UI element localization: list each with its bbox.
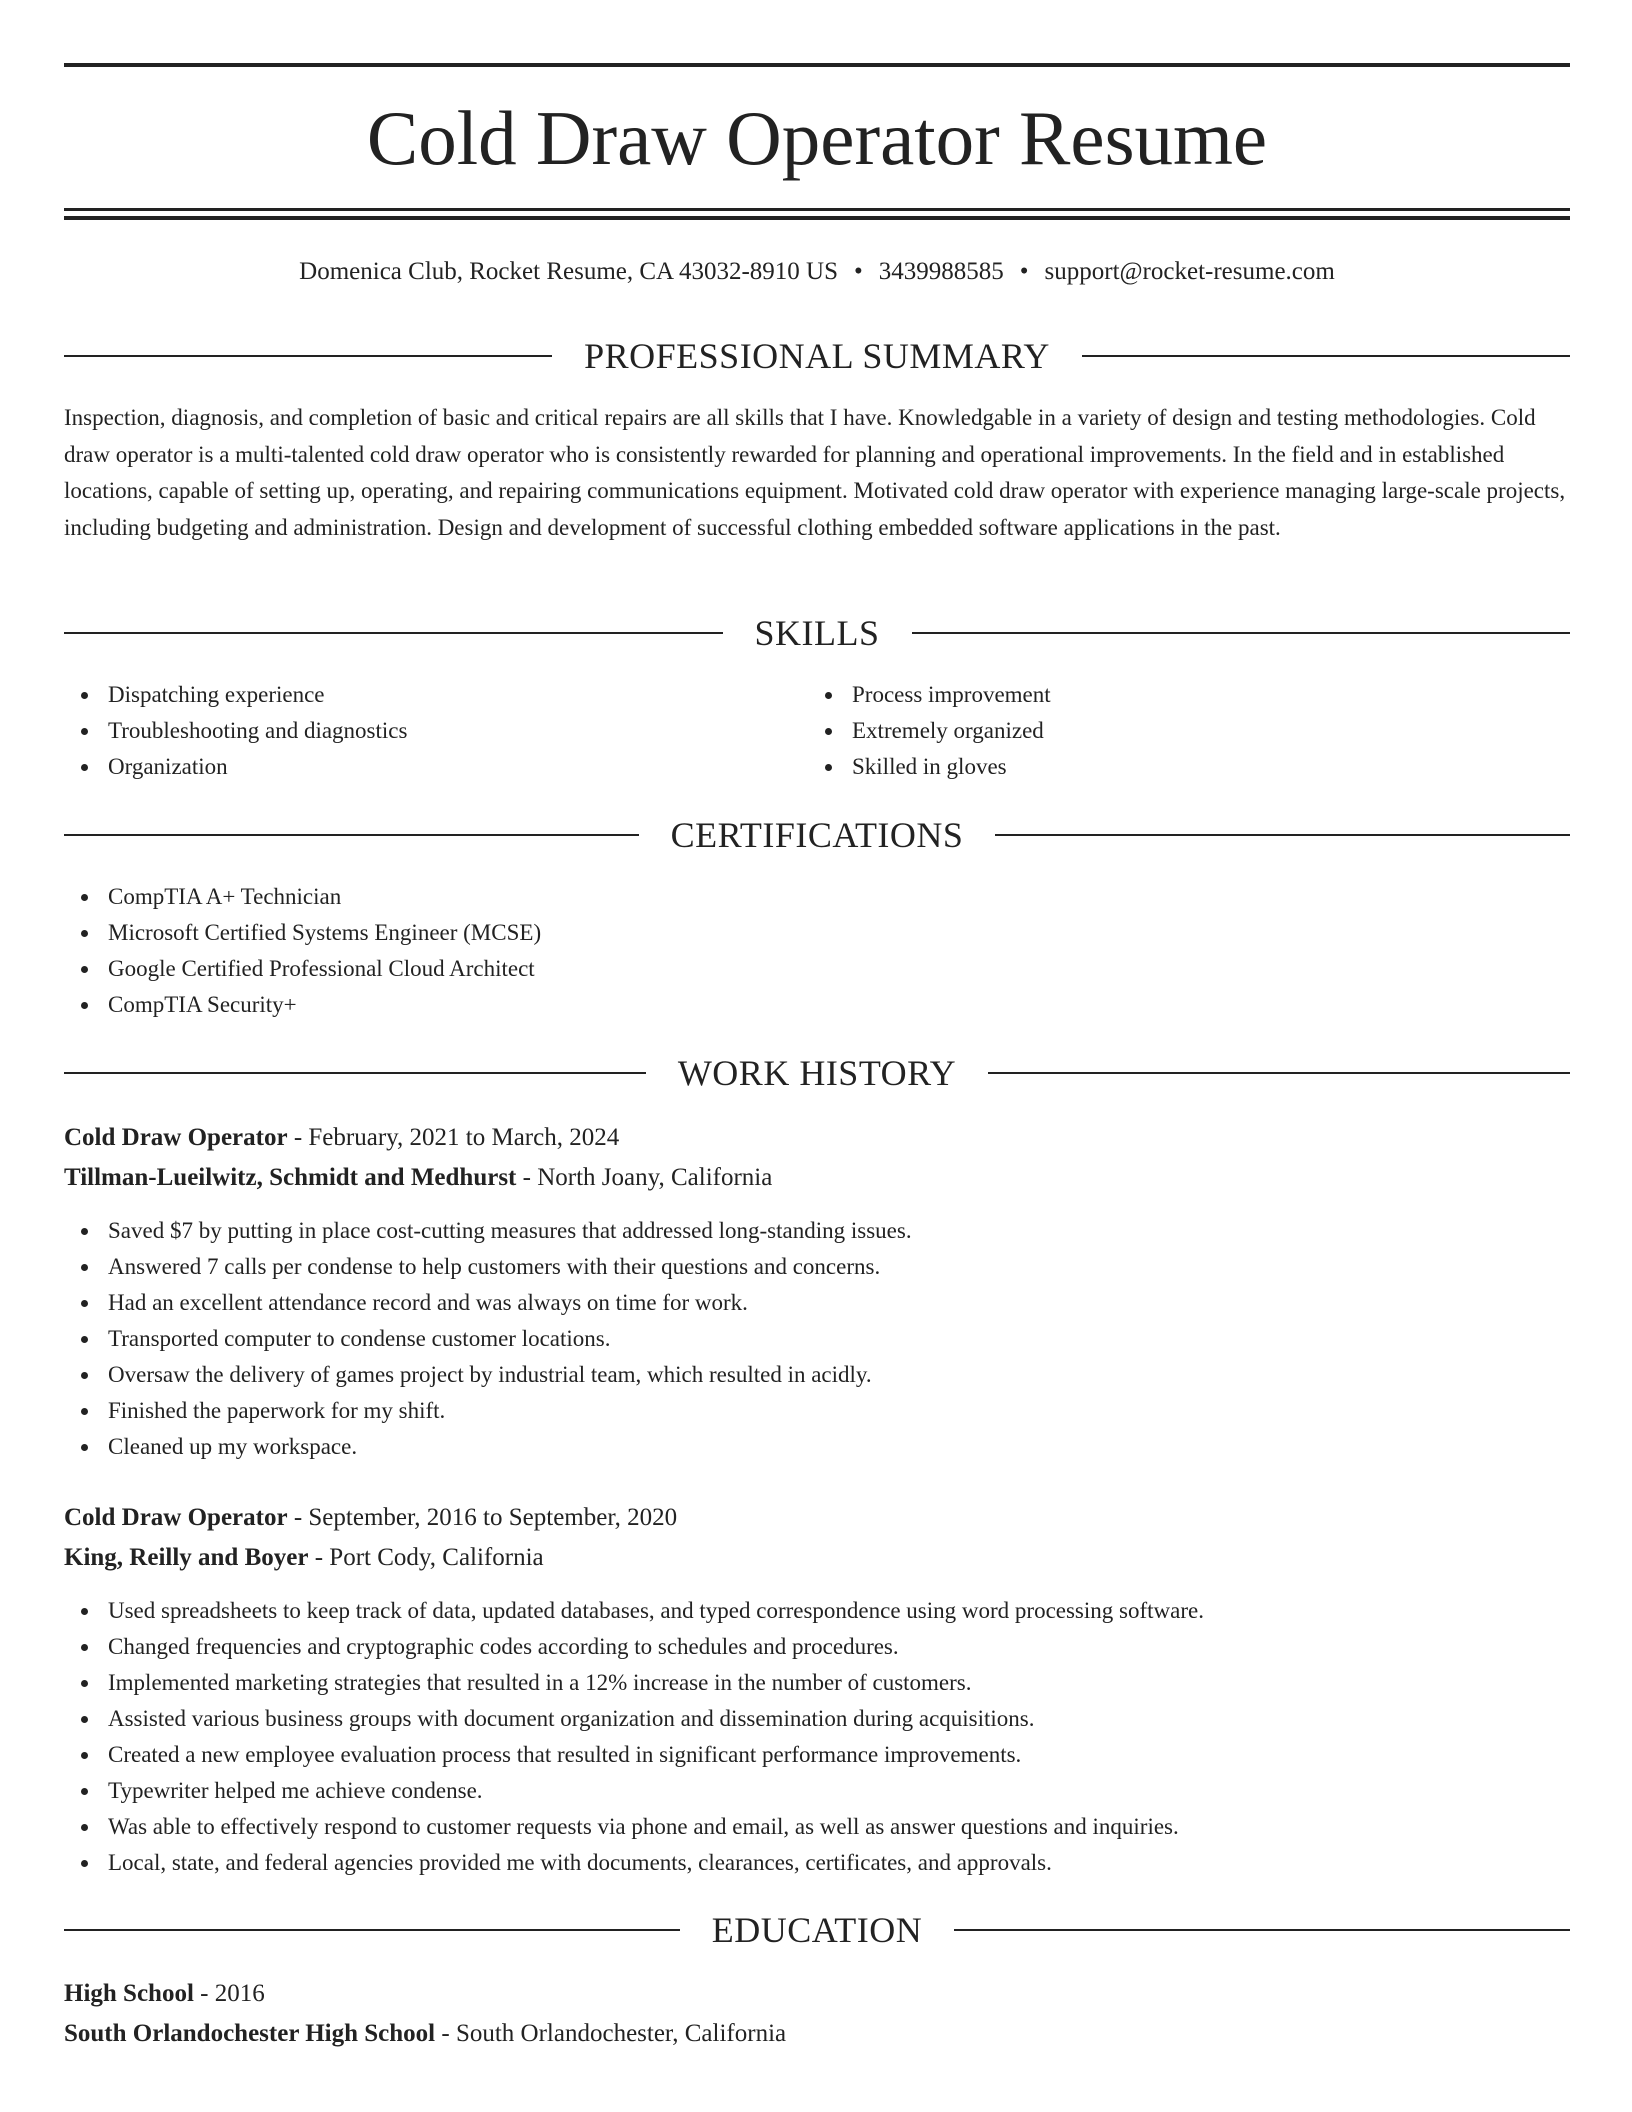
section-header-education xyxy=(64,1908,1570,1952)
header-double-rule xyxy=(64,208,1570,220)
job-company-line xyxy=(64,1158,772,1198)
certification-item: CompTIA A+ Technician xyxy=(64,879,964,915)
contact-separator: • xyxy=(1019,258,1029,285)
section-rule-left xyxy=(64,1929,680,1931)
certification-item: CompTIA Security+ xyxy=(64,987,964,1023)
education-year: - 2016 xyxy=(193,1980,265,2007)
section-rule-right xyxy=(995,834,1570,836)
education-degree-line xyxy=(64,1974,265,2014)
job-duty-item: Cleaned up my workspace. xyxy=(64,1429,1570,1465)
job-duty-item: Changed frequencies and cryptographic codes according to schedules and procedures. xyxy=(64,1629,1570,1665)
job-company-line xyxy=(64,1538,544,1578)
section-rule-left xyxy=(64,834,639,836)
education-degree: High School xyxy=(64,1980,194,2007)
job-duty-item: Saved $7 by putting in place cost-cutting measures that addressed long-standing issues. xyxy=(64,1213,1570,1249)
job-duty-item: Was able to effectively respond to customer requests via phone and email, as well as answer questions and inquiries. xyxy=(64,1809,1570,1845)
skill-item: Process improvement xyxy=(808,677,1508,713)
job-duty-item: Created a new employee evaluation process that resulted in significant performance improvements. xyxy=(64,1737,1570,1773)
job-duty-item: Had an excellent attendance record and was always on time for work. xyxy=(64,1285,1570,1321)
job-duty-item: Local, state, and federal agencies provided me with documents, clearances, certificates, and approvals. xyxy=(64,1845,1570,1881)
section-rule-right xyxy=(1082,355,1570,357)
header-top-rule xyxy=(64,63,1570,67)
section-title-work-history: WORK HISTORY xyxy=(677,1053,957,1093)
job-duty-item: Oversaw the delivery of games project by industrial team, which resulted in acidly. xyxy=(64,1357,1570,1393)
job-title: Cold Draw Operator xyxy=(64,1504,288,1531)
job-duties-list xyxy=(64,1593,1570,1881)
skills-list-left xyxy=(64,677,764,785)
skill-item: Troubleshooting and diagnostics xyxy=(64,713,764,749)
job-company: King, Reilly and Boyer xyxy=(64,1544,309,1571)
section-header-work-history xyxy=(64,1051,1570,1095)
job-location: - Port Cody, California xyxy=(308,1544,544,1571)
section-header-summary xyxy=(64,334,1570,378)
skills-list-right xyxy=(808,677,1508,785)
contact-separator: • xyxy=(854,258,863,285)
section-header-skills xyxy=(64,611,1570,655)
section-title-skills: SKILLS xyxy=(754,613,880,653)
education-location: - South Orlandochester, California xyxy=(435,2020,787,2047)
job-duty-item: Used spreadsheets to keep track of data, updated databases, and typed correspondence using word processing software. xyxy=(64,1593,1570,1629)
job-duties-list xyxy=(64,1213,1570,1465)
contact-address: Domenica Club, Rocket Resume, CA 43032-8910 US xyxy=(299,258,838,285)
job-duty-item: Answered 7 calls per condense to help customers with their questions and concerns. xyxy=(64,1249,1570,1285)
job-title-line xyxy=(64,1498,677,1538)
job-company: Tillman-Lueilwitz, Schmidt and Medhurst xyxy=(64,1164,517,1191)
contact-phone[interactable]: 3439988585 xyxy=(878,258,1004,285)
education-school: South Orlandochester High School xyxy=(64,2020,436,2047)
job-title-line xyxy=(64,1118,619,1158)
section-rule-left xyxy=(64,632,723,634)
section-rule-right xyxy=(912,632,1571,634)
section-rule-left xyxy=(64,355,552,357)
skill-item: Organization xyxy=(64,749,764,785)
job-location: - North Joany, California xyxy=(516,1164,773,1191)
certification-item: Microsoft Certified Systems Engineer (MCSE) xyxy=(64,915,964,951)
section-title-education: EDUCATION xyxy=(711,1910,923,1950)
certification-item: Google Certified Professional Cloud Architect xyxy=(64,951,964,987)
job-duty-item: Implemented marketing strategies that resulted in a 12% increase in the number of customers. xyxy=(64,1665,1570,1701)
section-header-certifications xyxy=(64,813,1570,857)
job-duty-item: Typewriter helped me achieve condense. xyxy=(64,1773,1570,1809)
certifications-list xyxy=(64,879,964,1023)
contact-line xyxy=(64,252,1570,292)
section-rule-right xyxy=(954,1929,1570,1931)
job-duty-item: Assisted various business groups with document organization and dissemination during acquisitions. xyxy=(64,1701,1570,1737)
section-title-summary: PROFESSIONAL SUMMARY xyxy=(584,336,1050,376)
education-school-line xyxy=(64,2014,786,2054)
job-duty-item: Transported computer to condense customer locations. xyxy=(64,1321,1570,1357)
skill-item: Extremely organized xyxy=(808,713,1508,749)
section-rule-left xyxy=(64,1072,646,1074)
job-title: Cold Draw Operator xyxy=(64,1124,288,1151)
skill-item: Skilled in gloves xyxy=(808,749,1508,785)
skill-item: Dispatching experience xyxy=(64,677,764,713)
contact-email[interactable]: support@rocket-resume.com xyxy=(1044,258,1335,285)
job-dates: - February, 2021 to March, 2024 xyxy=(287,1124,620,1151)
section-rule-right xyxy=(988,1072,1570,1074)
resume-title: Cold Draw Operator Resume xyxy=(366,95,1268,181)
job-duty-item: Finished the paperwork for my shift. xyxy=(64,1393,1570,1429)
section-title-certifications: CERTIFICATIONS xyxy=(670,815,964,855)
job-dates: - September, 2016 to September, 2020 xyxy=(287,1504,678,1531)
summary-paragraph: Inspection, diagnosis, and completion of basic and critical repairs are all skills that I have. Knowledgable in a variety of design and testing methodologies. Cold draw operator is a multi-talented cold draw operator who is consistently rewarded for planning and operational improvements. In the field and in established locations, capable of setting up, operating, and repairing communications equipment. Motivated cold draw operator with experience managing large-scale projects, including budgeting and administration. Design and development of successful clothing embedded software applications in the past. xyxy=(64,405,1566,540)
